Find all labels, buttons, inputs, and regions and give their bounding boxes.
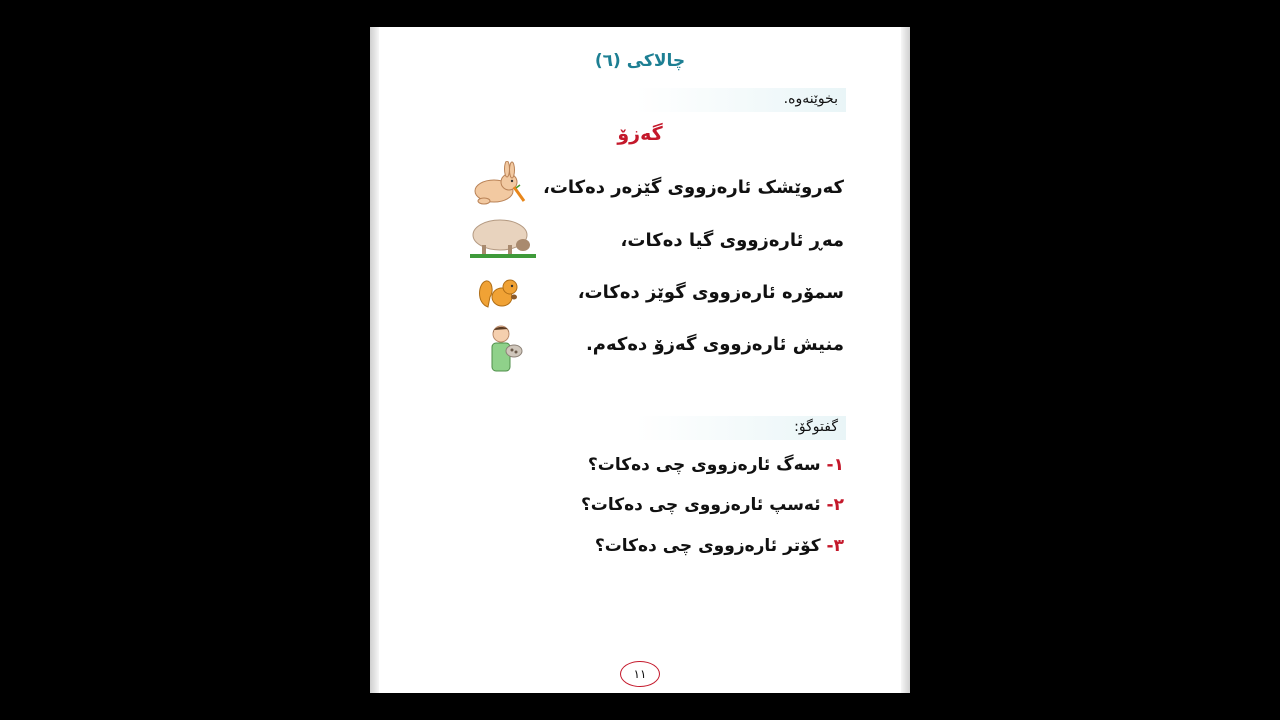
page-number: ١١ [620,661,660,687]
sheep-grazing-icon [470,217,538,259]
question-2-text: ئەسپ ئارەزووی چی دەکات؟ [580,495,821,515]
squirrel-icon [476,273,522,309]
question-3 [595,536,844,556]
question-1 [588,455,844,475]
question-1-text: سەگ ئارەزووی چی دەکات؟ [587,455,821,475]
poem-line-1: کەروێشک ئارەزووی گێزەر دەکات، [543,177,844,198]
activity-title: چالاکی (٦) [594,51,686,71]
book-page [370,27,910,693]
question-2 [581,495,844,515]
page-left-edge [370,27,379,693]
page-right-edge [901,27,910,693]
poem-line-3: سمۆرە ئارەزووی گوێز دەکات، [577,282,844,303]
question-1-number: ١- [826,455,844,475]
question-2-number: ٢- [826,495,844,515]
poem-line-4: منیش ئارەزووی گەزۆ دەکەم. [585,334,844,355]
boy-eating-gazo-icon [486,323,526,373]
poem-title: گەزۆ [617,123,663,145]
rabbit-eating-carrot-icon [470,161,528,207]
question-3-text: کۆتر ئارەزووی چی دەکات؟ [594,536,821,556]
question-3-number: ٣- [826,536,844,556]
poem-line-2: مەڕ ئارەزووی گیا دەکات، [620,230,844,251]
read-instruction: بخوێنەوە. [783,91,838,107]
discussion-label: گفتوگۆ: [794,419,838,435]
